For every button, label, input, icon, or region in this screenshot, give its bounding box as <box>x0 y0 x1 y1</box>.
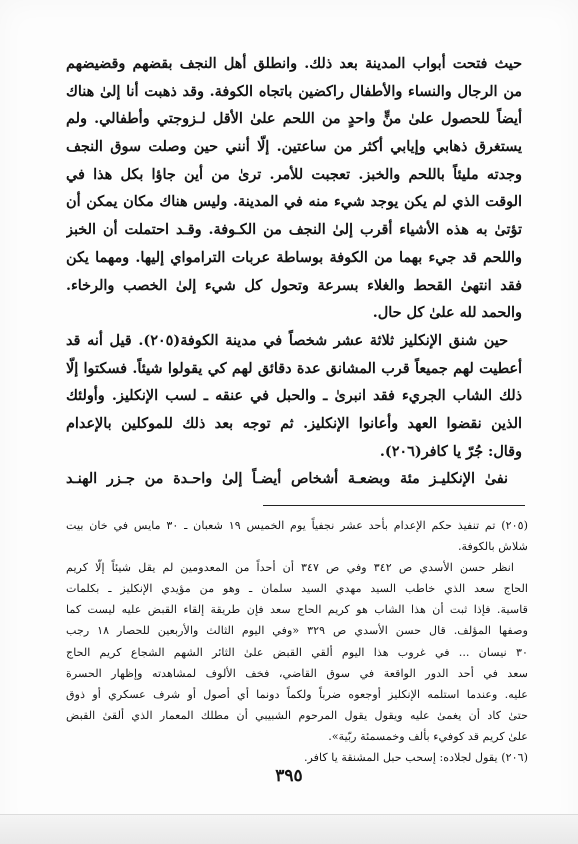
body-line: أعطيت لهم جميعاً قرب المشانق عدة دقائق لهم كي يقولوا شيئاً. فسكتوا إلّا <box>66 359 522 377</box>
body-line: والحمد لله علىٰ كل حال. <box>372 304 522 322</box>
footnote-line: الحاج سعد الذي خاطب السيد مهدي السيد سلمان ـ وهو من مؤيدي الإنكليز ـ بكلمات <box>66 582 528 596</box>
body-line: تؤتىٰ به هذه الأشياء أقرب إلىٰ النجف من الكـوفة. وقـد احتملت أن الخبز <box>66 221 522 239</box>
body-line: يستغرق ذهابي وإيابي أكثر من ساعتين. إلّا أنني حين وصلت سوق النجف <box>66 138 522 156</box>
body-line: نفىٰ الإنكليـز مئة وبضعـة أشخاص أيضـاً إلىٰ واحـدة من جـزر الهنـد <box>66 470 508 488</box>
body-line: حين شنق الإنكليز ثلاثة عشر شخصاً في مدينة الكوفة(٢٠٥). قيل أنه قد <box>66 331 509 349</box>
footnote-line: علىٰ كريم قد كوفيء بألف وخمسمئة ربّية». <box>328 729 528 743</box>
page-number: ٣٩٥ <box>275 766 303 786</box>
body-line: الوقت الذي لم يكن يوجد شيء منه في المدينة. وليس هناك مكان يمكن أن <box>66 193 522 211</box>
footnote-separator <box>263 505 525 506</box>
body-line: أيضاً للحصول علىٰ منٍّ واحدٍ من اللحم علىٰ الأقل لـزوجتي وأطفالي. ولم <box>66 110 522 128</box>
body-line: فقد انتهىٰ القحط والغلاء بسرعة وتحول كل شيء إلىٰ الخصب والرخاء. <box>66 276 522 294</box>
body-line: وقال: جُرّ يا كافر(٢٠٦). <box>379 442 522 460</box>
body-line: ذلك الشاب الجريء فقد انبرىٰ ـ والحبل في عنقه ـ لسب الإنكليز. وأولئك <box>66 387 522 405</box>
footnote-line: انظر حسن الأسدي ص ٣٤٢ وفي ص ٣٤٧ أن أحداً من المعدومين لم يقل شيئاً إلّا كريم <box>66 561 514 575</box>
body-line: حيث فتحت أبواب المدينة بعد ذلك. وانطلق أهل النجف بقضهم وقضيضهم <box>66 55 522 72</box>
footnote-line: حتىٰ كاد أن يغمىٰ عليه ويقول يقول المرحوم الشبيبي أن مطلك المعمار الذي ألقىٰ القبض <box>66 708 528 722</box>
footnote-line: (٢٠٦) يقول لجلاده: إسحب حبل المشنقة يا كافر. <box>303 751 528 765</box>
body-line: الذين نقضوا العهد وأعانوا الإنكليز. ثم توجه بعد ذلك للموكلين بالإعدام <box>66 414 522 432</box>
footnotes <box>66 515 528 768</box>
footnote-line: عليه. وعندما استلمه الإنكليز أوجعوه ضرباً ولكماً دونما أي أصول أو شرف عسكري أو ذوق <box>66 687 528 701</box>
footnote-line: سعد في أحد الدور الواقعة في سوق القاضي، فخف الألوف لمشاهدته وإظهار الحسرة <box>66 666 528 680</box>
footnote-line: شلاش بالكوفة. <box>457 540 528 554</box>
footnote-line: (٢٠٥) تم تنفيذ حكم الإعدام بأحد عشر نجفياً يوم الخميس ١٩ شعبان ـ ٣٠ مايس في خان بيت <box>66 519 528 532</box>
main-text <box>66 50 522 493</box>
page-bottom-edge <box>0 814 578 844</box>
footnote-line: وصفها المؤلف. قال حسن الأسدي ص ٣٢٩ «وفي اليوم الثالث والأربعين للحصار ١٨ رجب <box>66 624 528 638</box>
footnote-line: قاسية. فإذا ثبت أن هذا الشاب هو كريم الحاج سعد فإن طريقة إلقاء القبض عليه ليست كما <box>66 603 528 617</box>
body-line: وجدته مليئاً باللحم والخبز. تعجبت للأمر. ترىٰ من أين جاؤا بكل هذا في <box>66 165 522 183</box>
body-line: من الرجال والنساء والأطفال راكضين باتجاه الكوفة. وقد ذهبت أنا إلىٰ هناك <box>66 82 522 100</box>
footnote-line: ٣٠ نيسان ... في غروب هذا اليوم ألقي القبض علىٰ الثائر الشهم الشجاع كريم الحاج <box>66 645 528 659</box>
body-line: واللحم قد جيء بهما من الكوفة بوساطة عربات الترامواي إليها. ومهما يكن <box>66 248 522 266</box>
